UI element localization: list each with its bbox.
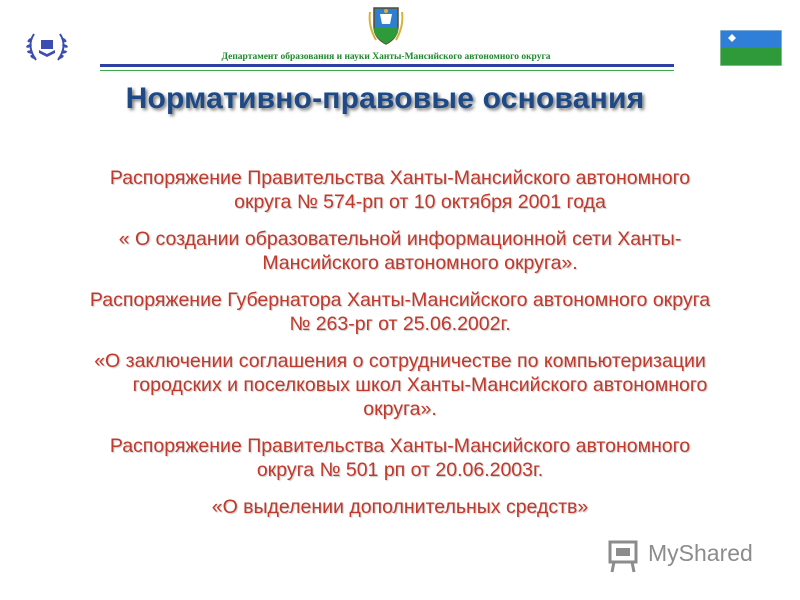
header-divider-thin bbox=[100, 70, 674, 71]
slide-body bbox=[30, 166, 770, 532]
regional-flag-icon bbox=[720, 30, 782, 66]
paragraph-line: Распоряжение Губернатора Ханты-Мансийского автономного округа bbox=[89, 289, 711, 311]
paragraph-line: округа». bbox=[363, 398, 437, 420]
watermark-logo-icon bbox=[606, 536, 646, 576]
department-name: Департамент образования и науки Ханты-Мансийского автономного округа bbox=[221, 52, 551, 62]
paragraph-line: «О заключении соглашения о сотрудничестве по компьютеризации bbox=[94, 350, 706, 372]
watermark-text: MyShared bbox=[648, 540, 753, 566]
paragraph-line: «О выделении дополнительных средств» bbox=[211, 496, 589, 518]
paragraph bbox=[30, 166, 770, 214]
paragraph-line: Распоряжение Правительства Ханты-Мансийского автономного bbox=[109, 167, 691, 189]
paragraph bbox=[30, 288, 770, 336]
paragraph-line: № 263-рг от 25.06.2002г. bbox=[289, 313, 511, 335]
department-logo-icon bbox=[24, 26, 70, 66]
header-divider bbox=[100, 64, 674, 67]
page-title: Нормативно-правовые основания bbox=[125, 82, 645, 115]
paragraph-line: городских и поселковых школ Ханты-Мансийского автономного bbox=[132, 374, 708, 396]
paragraph bbox=[30, 434, 770, 482]
paragraph bbox=[30, 349, 770, 421]
paragraph-line: округа № 501 рп от 20.06.2003г. bbox=[256, 459, 544, 481]
paragraph-line: округа № 574-рп от 10 октября 2001 года bbox=[234, 191, 606, 213]
coat-of-arms-icon bbox=[366, 2, 406, 46]
paragraph bbox=[30, 495, 770, 519]
paragraph-line: Распоряжение Правительства Ханты-Мансийского автономного bbox=[109, 435, 691, 457]
paragraph bbox=[30, 227, 770, 275]
paragraph-line: « О создании образовательной информационной сети Ханты- bbox=[118, 228, 682, 250]
paragraph-line: Мансийского автономного округа». bbox=[262, 252, 578, 274]
